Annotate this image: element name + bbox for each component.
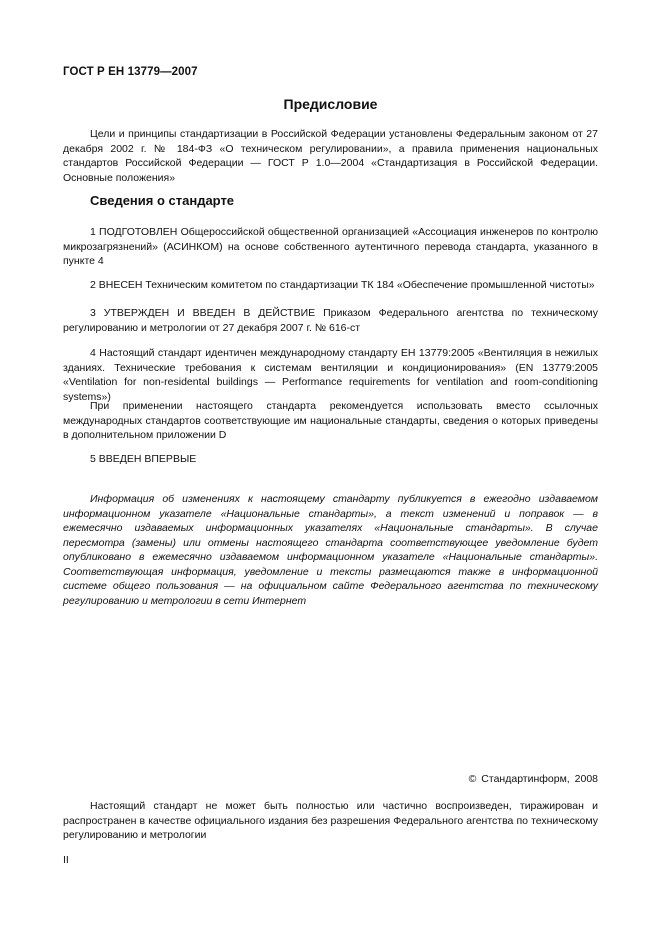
preface-title: Предисловие [283, 96, 378, 112]
copyright-line: © Стандартинформ, 2008 [468, 773, 598, 785]
info-item-1: 1 ПОДГОТОВЛЕН Общероссийской общественной организацией «Ассоциация инженеров по контролю микрозагрязнений» (АСИНКОМ) на основе собственного аутентичного перевода стандарта, указанного в пункте 4 [63, 226, 598, 267]
info-item-5: 5 ВВЕДЕН ВПЕРВЫЕ [90, 453, 197, 465]
standard-info-title: Сведения о стандарте [90, 193, 235, 208]
info-item-2: 2 ВНЕСЕН Техническим комитетом по стандартизации ТК 184 «Обеспечение промышленной чистоты» [90, 279, 595, 291]
info-item-4: 4 Настоящий стандарт идентичен международному стандарту ЕН 13779:2005 «Вентиляция в нежилых зданиях. Технические требования к системам вентиляции и кондиционирования» (EN 13779:2005 «Ventilation for non-residental buildings — Performance requirements for ventilation and room-conditioning systems») [63, 347, 598, 403]
changes-notice: Информация об изменениях к настоящему стандарту публикуется в ежегодно издаваемом информационном указателе «Национальные стандарты», а текст изменений и поправок — в ежемесячно издаваемых информационных указателях «Национальные стандарты». В случае пересмотра (замены) или отмены настоящего стандарта соответствующее уведомление будет опубликовано в ежемесячно издаваемом информационном указателе «Национальные стандарты». Соответствующая информация, уведомление и тексты размещаются также в информационной системе общего пользования — на официальном сайте Федерального агентства по техническому регулированию и метрологии в сети Интернет [63, 493, 598, 607]
preface-paragraph: Цели и принципы стандартизации в Российской Федерации установлены Федеральным законом от 27 декабря 2002 г. № 184-ФЗ «О техническом регулировании», а правила применения национальных стандартов Российской Федерации — ГОСТ Р 1.0—2004 «Стандартизация в Российской Федерации. Основные положения» [63, 128, 598, 184]
info-note-references: При применении настоящего стандарта рекомендуется использовать вместо ссылочных международных стандартов соответствующие им национальные стандарты, сведения о которых приведены в дополнительном приложении D [63, 400, 598, 441]
document-code-header: ГОСТ Р ЕН 13779—2007 [63, 66, 198, 78]
page-number: II [63, 854, 69, 866]
info-item-3: 3 УТВЕРЖДЕН И ВВЕДЕН В ДЕЙСТВИЕ Приказом Федерального агентства по техническому регулированию и метрологии от 27 декабря 2007 г. № 616-ст [63, 307, 598, 334]
reproduction-notice: Настоящий стандарт не может быть полностью или частично воспроизведен, тиражирован и распространен в качестве официального издания без разрешения Федерального агентства по техническому регулированию и метрологии [63, 800, 598, 841]
